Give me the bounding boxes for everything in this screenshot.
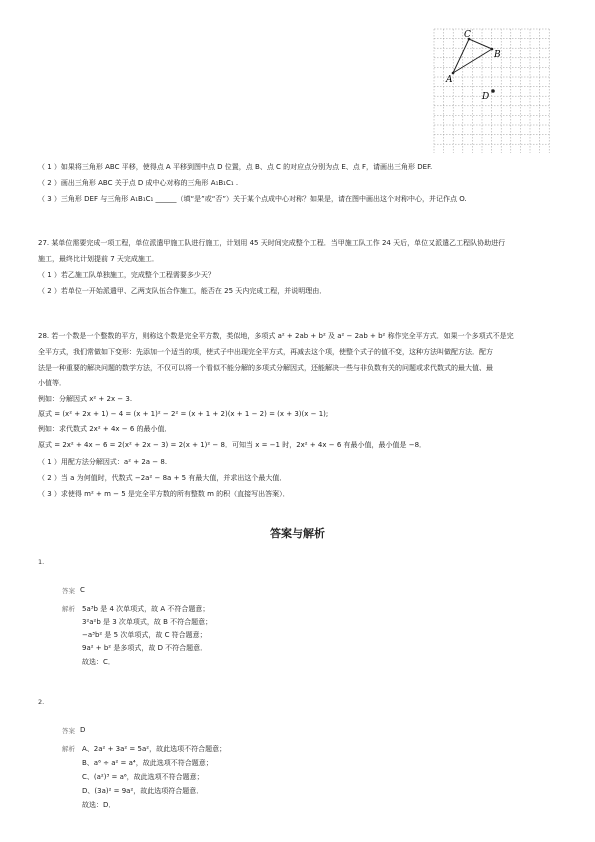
q27-line-3: （ 1 ）若乙施工队单独施工，完成整个工程需要多少天？ (38, 271, 215, 279)
q27-line-1: 27. 某单位需要完成一项工程，单位派遣甲施工队进行施工，计划用 45 天时间完成整个工程．当甲施工队工作 24 天后，单位又派遣乙工程队协助进行 (38, 239, 506, 247)
answer-2-number: 2. (38, 698, 45, 706)
answer-1-line-3: −a³b² 是 5 次单项式，故 C 符合题意； (82, 631, 207, 639)
answer-2-analysis-label: 解析 (62, 745, 75, 753)
q28-line-6: 原式 = (x² + 2x + 1) − 4 = (x + 1)² − 2² = (x + 1 + 2)(x + 1 − 2) = (x + 3)(x − 1); (38, 410, 329, 418)
q27-line-4: （ 2 ）若单位一开始派遣甲、乙两支队伍合作施工，能否在 25 天内完成工程，并说明理由． (38, 287, 327, 295)
q28-line-11: （ 3 ）求使得 m² + m − 5 是完全平方数的所有整数 m 的积（直接写出答案）． (38, 490, 290, 498)
point-b (491, 48, 494, 51)
answer-1-answer-value: C (80, 586, 85, 594)
point-a (452, 72, 455, 75)
answer-1-line-5: 故选：C． (82, 658, 115, 666)
answer-1-line-2: 3²a²b 是 3 次单项式，故 B 不符合题意； (82, 618, 213, 626)
q27-line-2: 施工，最终比计划提前 7 天完成施工． (38, 255, 159, 263)
answer-2-answer-label: 答案 (62, 727, 75, 735)
label-b: B (494, 50, 501, 60)
q26-item-3: （ 3 ）三角形 DEF 与三角形 A₁B₁C₁ ______（填“是”或“否”）关于某个点成中心对称？如果是，请在图中画出这个对称中心，并记作点 O. (38, 195, 467, 203)
q28-line-5: 例如：分解因式 x² + 2x − 3. (38, 395, 133, 403)
q28-line-3: 法是一种重要的解决问题的数学方法，不仅可以将一个看似不能分解的多项式分解因式，还能解决一些与非负数有关的问题或求代数式的最大值、最 (38, 364, 493, 372)
q28-line-1: 28. 若一个数是一个整数的平方，则称这个数是完全平方数，类似地，多项式 a² + 2ab + b² 及 a² − 2ab + b² 称作完全平方式．如果一个多项式不是完 (38, 332, 514, 340)
answer-2-line-1: A、2a² + 3a² = 5a²，故此选项不符合题意； (82, 745, 227, 753)
answer-2-line-2: B、a⁶ ÷ a² = a⁴，故此选项不符合题意； (82, 759, 213, 767)
label-c: C (464, 30, 471, 40)
q28-line-9: （ 1 ）用配方法分解因式：a² + 2a − 8. (38, 458, 168, 466)
q28-line-7: 例如：求代数式 2x² + 4x − 6 的最小值． (38, 425, 172, 433)
grid-figure (432, 27, 554, 153)
answer-1-number: 1. (38, 558, 45, 566)
answers-title: 答案与解析 (270, 527, 325, 540)
q28-line-8: 原式 = 2x² + 4x − 6 = 2(x² + 2x − 3) = 2(x + 1)² − 8．可知当 x = −1 时，2x² + 4x − 6 有最小值，最小值是 −8． (38, 441, 427, 449)
q26-item-1: （ 1 ）如果将三角形 ABC 平移，使得点 A 平移到图中点 D 位置，点 B、点 C 的对应点分别为点 E、点 F，请画出三角形 DEF. (38, 163, 433, 171)
q28-line-2: 全平方式，我们常做如下变形：先添加一个适当的项，使式子中出现完全平方式，再减去这个项，使整个式子的值不变，这种方法叫做配方法．配方 (38, 348, 493, 356)
q28-line-4: 小值等． (38, 379, 66, 387)
label-d: D (482, 92, 490, 102)
answer-2-line-5: 故选：D． (82, 801, 116, 809)
label-a: A (446, 75, 453, 85)
answer-1-analysis-label: 解析 (62, 605, 75, 613)
answer-1-line-4: 9a² + b² 是多项式，故 D 不符合题意． (82, 644, 208, 652)
answer-2-line-4: D、(3a)² = 9a²，故此选项符合题意． (82, 787, 204, 795)
q26-item-2: （ 2 ）画出三角形 ABC 关于点 D 成中心对称的三角形 A₁B₁C₁ . (38, 179, 239, 187)
answer-2-answer-value: D (80, 726, 86, 734)
q28-line-10: （ 2 ）当 a 为何值时，代数式 −2a² − 8a + 5 有最大值，并求出这个最大值． (38, 474, 287, 482)
answer-1-answer-label: 答案 (62, 587, 75, 595)
answer-1-line-1: 5a³b 是 4 次单项式，故 A 不符合题意； (82, 605, 210, 613)
answer-2-line-3: C、(a²)³ = a⁶，故此选项不符合题意； (82, 773, 204, 781)
point-d (491, 89, 495, 93)
